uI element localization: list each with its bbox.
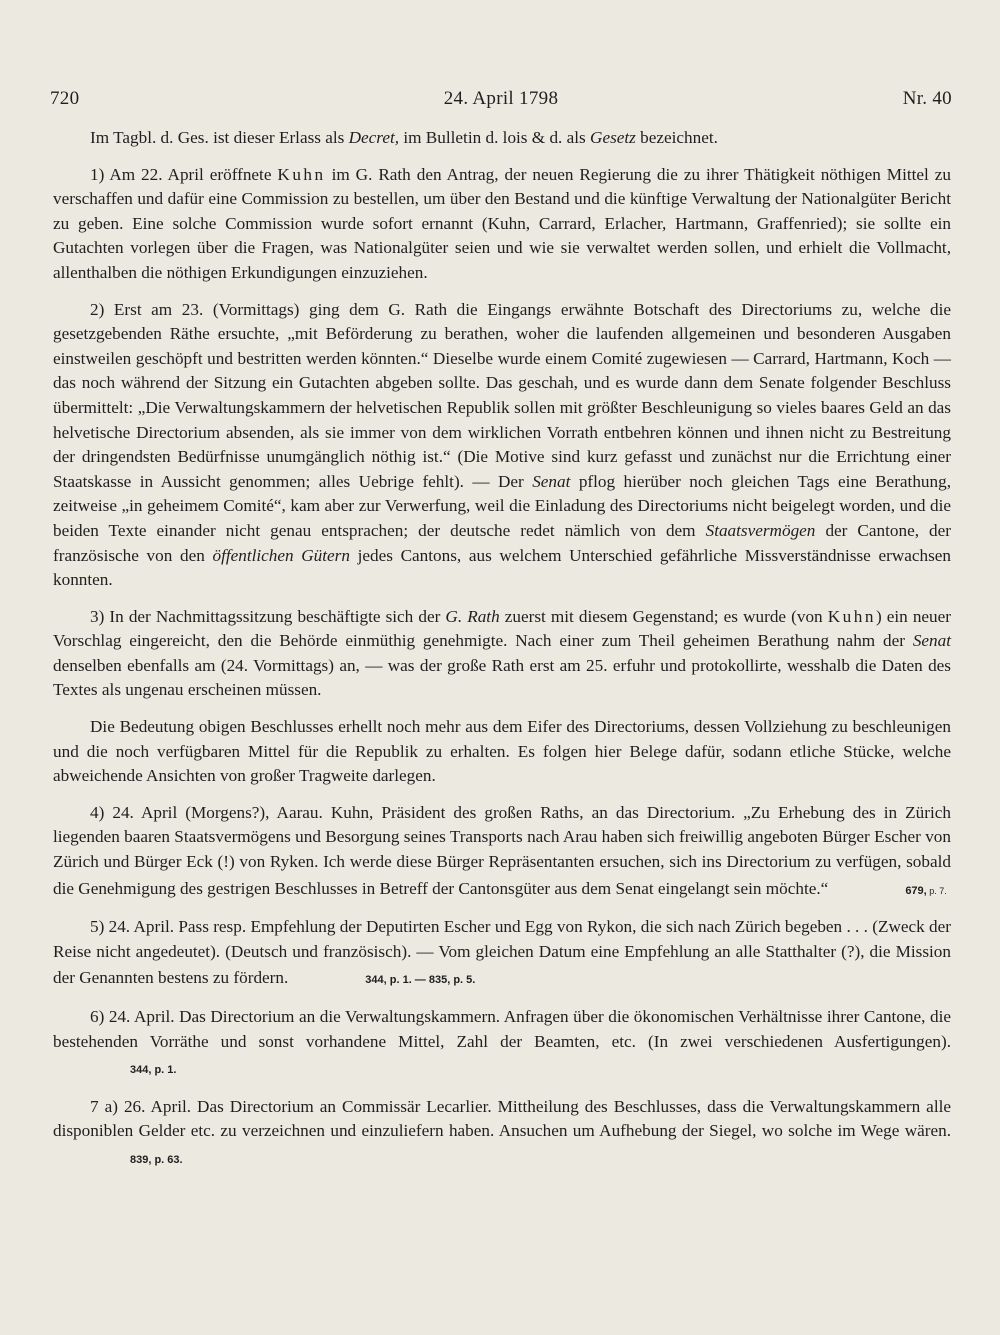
archive-reference: 839, p. 63. <box>130 1153 183 1166</box>
text-segment: Decret, <box>348 128 400 147</box>
text-segment: im G. Rath den Antrag, der neuen Regierung die zu ihrer Thätigkeit nöthigen Mittel zu verschaffen und dafür eine Commission zu bestellen, um über den Bestand und die künftige Verwaltung der Nationalgüter Bericht zu geben. Eine solche Commission wurde sofort ernannt (Kuhn, Carrard, Erlacher, Hartmann, Graffenried); sie sollte ein Gutachten vorlegen über die Fragen, was Nationalgüter seien und wie sie verwaltet werden sollen, und erhielt die Vollmacht, allenthalben die nöthigen Erkundigungen einzuziehen. <box>53 164 951 282</box>
page-number: 720 <box>50 88 80 109</box>
running-header <box>50 88 952 110</box>
paragraph-note1 <box>53 163 951 286</box>
text-segment: 3) In der Nachmittagssitzung beschäftigte sich der <box>90 606 446 626</box>
text-segment: der Cantone, der französische von den <box>53 520 952 565</box>
text-segment: im Bulletin d. lois & d. als <box>399 128 591 147</box>
header-date: 24. April 1798 <box>443 88 559 109</box>
text-segment: Staatsvermögen <box>705 520 816 540</box>
text-segment: Senat <box>912 631 951 651</box>
text-segment: 6) 24. April. Das Directorium an die Verwaltungskammern. Anfragen über die ökonomischen Verhältnisse ihrer Cantone, die bestehenden Vorräthe und sonst vorhandene Mittel, Zahl der Beamten, etc. (In zwei verschiedenen Ausfertigungen). <box>53 1007 951 1051</box>
archive-reference: 344, p. 1. — 835, p. 5. <box>365 974 476 987</box>
paragraph-bedeutung <box>53 715 951 789</box>
page-body <box>53 126 951 1185</box>
text-segment: Im Tagbl. d. Ges. ist dieser Erlass als <box>90 128 349 147</box>
paragraph-note3 <box>53 605 951 703</box>
text-segment: bezeichnet. <box>635 128 718 147</box>
text-segment: Gesetz <box>590 128 636 147</box>
paragraph-note4 <box>53 801 951 903</box>
text-segment: zuerst mit diesem Gegenstand; es wurde (von <box>499 606 828 626</box>
text-segment: Senat <box>532 471 571 491</box>
text-segment: ) ein neuer Vorschlag eingereicht, den die Behörde einmüthig genehmigte. Nach einer zum Theil geheimen Berathung nahm der <box>53 606 952 651</box>
archive-reference-page: p. 7. <box>926 885 947 896</box>
document-number: Nr. 40 <box>902 88 952 109</box>
paragraph-note7 <box>53 1095 951 1173</box>
text-segment: G. Rath <box>445 606 500 626</box>
text-segment: 5) 24. April. Pass resp. Empfehlung der Deputirten Escher und Egg von Rykon, die sich nach Zürich begeben . . . (Zweck der Reise nicht angedeutet). (Deutsch und französisch). — Vom gleichen Datum eine Empfehlung an alle Statthalter (?), die Mission der Genannten bestens zu fördern. <box>53 917 951 988</box>
text-segment: 2) Erst am 23. (Vormittags) ging dem G. Rath die Eingangs erwähnte Botschaft des Directoriums zu, welche die gesetzgebenden Räthe ersuchte, „mit Beförderung zu berathen, woher die laufenden allgemeinen und besonderen Ausgaben einstweilen geschöpft und bestritten werden könnten.“ Dieselbe wurde einem Comité zugewiesen — Carrard, Hartmann, Koch — das noch während der Sitzung ein Gutachten abgeben sollte. Das geschah, und es wurde dann dem Senate folgender Beschluss übermittelt: „Die Verwaltungskammern der helvetischen Republik sollen mit größter Beschleunigung so vieles baares Geld an das helvetische Directorium absenden, als sie immer von dem wirklichen Vorrath entbehren können und ihnen nicht zu Bestreitung der dringendsten Bedürfnisse unumgänglich nöthig ist.“ (Die Motive sind kurz gefasst und zunächst nur die Errichtung einer Staatskasse in Aussicht genommen; alles Uebrige fehlt). — Der <box>53 299 951 491</box>
text-segment: 1) Am 22. April eröffnete <box>90 164 278 184</box>
archive-reference: 679, p. 7. <box>905 884 947 897</box>
text-segment: jedes Cantons, aus welchem Unterschied gefährliche Missverständnisse erwachsen konnten. <box>53 545 951 590</box>
text-segment: denselben ebenfalls am (24. Vormittags) an, — was der große Rath erst am 25. erfuhr und protokollirte, wesshalb die Daten des Textes als ungenau erscheinen müssen. <box>53 655 951 700</box>
paragraph-note2 <box>53 298 951 593</box>
paragraph-note5 <box>53 915 951 993</box>
archive-reference: 344, p. 1. <box>130 1064 177 1077</box>
text-segment: öffentlichen Gütern <box>212 545 350 565</box>
paragraph-intro <box>53 126 951 151</box>
paragraph-note6 <box>53 1005 951 1083</box>
text-segment: pflog hierüber noch gleichen Tags eine Berathung, zeitweise „in geheimem Comité“, kam aber zur Verwerfung, weil die Einladung des Directoriums nicht beigelegt worden, und die beiden Texte einander nicht genau entsprachen; der deutsche redet nämlich von dem <box>53 471 951 540</box>
text-segment: 7 a) 26. April. Das Directorium an Commissär Lecarlier. Mittheilung des Beschlusses, dass die Verwaltungskammern alle disponiblen Gelder etc. zu verzeichnen und einzuliefern haben. Ansuchen um Aufhebung der Siegel, wo solche im Wege wären. <box>53 1096 951 1141</box>
text-segment: Die Bedeutung obigen Beschlusses erhellt noch mehr aus dem Eifer des Directoriums, dessen Vollziehung zu beschleunigen und die noch verfügbaren Mittel für die Republik zu erhalten. Es folgen hier Belege dafür, sodann etliche Stücke, welche abweichende Ansichten von großer Tragweite darlegen. <box>53 717 951 786</box>
text-segment: Kuhn <box>277 164 326 184</box>
text-segment: 4) 24. April (Morgens?), Aarau. Kuhn, Präsident des großen Raths, an das Directorium. „Zu Erhebung des in Zürich liegenden baaren Staatsvermögens und Besorgung seines Transports nach Arau haben sich freiwillig angeboten Bürger Escher von Zürich und Bürger Eck (!) von Ryken. Ich werde diese Bürger Repräsentanten ersuchen, sich ins Directorium zu verfügen, sobald die Genehmigung des gestrigen Beschlusses in Betreff der Cantonsgüter aus dem Senat eingelangt sein möchte.“ <box>53 802 951 898</box>
text-segment: Kuhn <box>827 606 876 626</box>
